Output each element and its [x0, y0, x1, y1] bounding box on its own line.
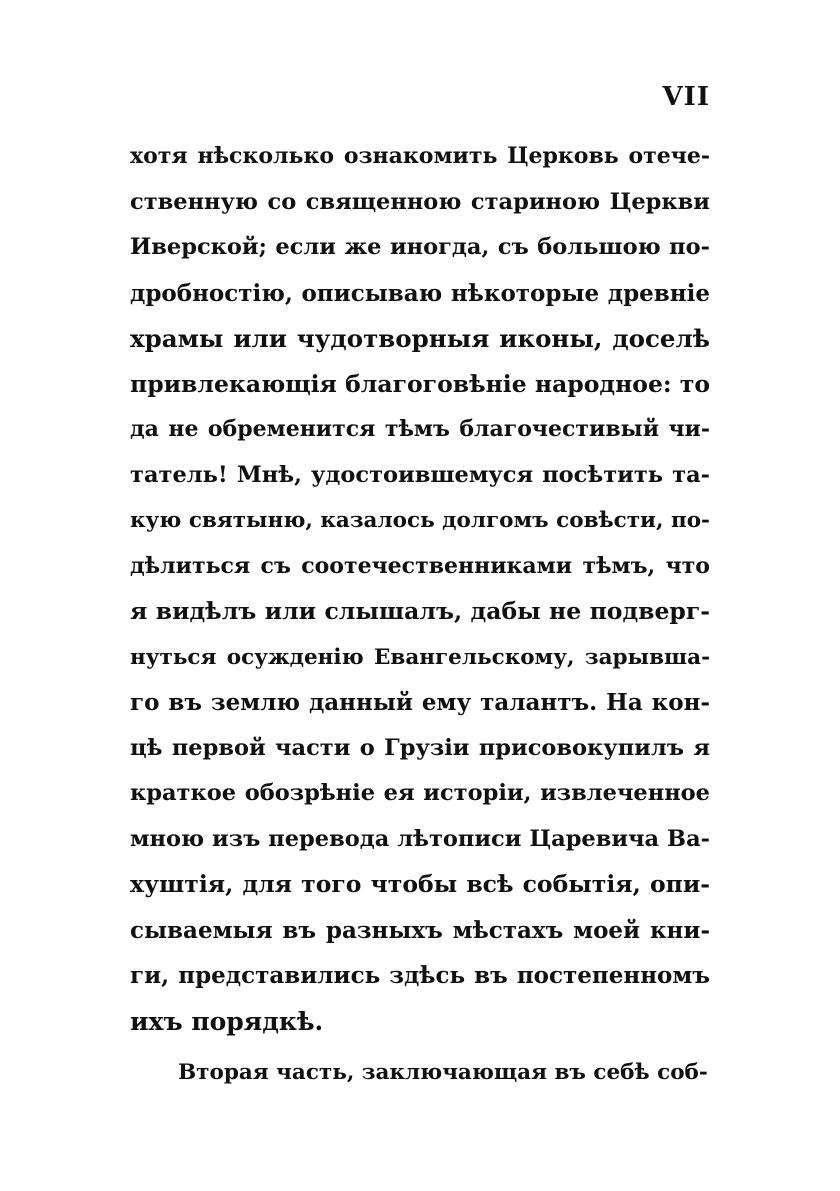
text-line: дѣлиться съ соотечественниками тѣмъ, что: [130, 552, 710, 579]
next-paragraph-line: Вторая часть, заключающая въ себѣ соб-: [178, 1060, 708, 1085]
text-line: кую святыню, казалось долгомъ совѣсти, по-: [130, 508, 710, 533]
text-line: хуштія, для того чтобы всѣ событія, опи-: [130, 870, 710, 898]
body-text: [130, 134, 710, 1096]
text-line: краткое обозрѣніе ея исторіи, извлеченное: [130, 780, 710, 806]
text-line: татель! Мнѣ, удостоившемуся посѣтить та-: [130, 461, 710, 488]
text-line: дробностію, описываю нѣкоторые древніе: [130, 279, 710, 307]
text-line: го въ землю данный ему талантъ. На кон-: [130, 689, 710, 716]
text-line: привлекающія благоговѣніе народное: то: [130, 369, 710, 398]
text-line: я видѣлъ или слышалъ, дабы не подверг-: [130, 597, 710, 625]
text-line: храмы или чудотворныя иконы, доселѣ: [130, 324, 710, 353]
text-line: хотя нѣсколько ознакомить Церковь отече-: [130, 143, 710, 169]
text-line: да не обременится тѣмъ благочестивый чи-: [130, 416, 710, 442]
text-line: нуться осужденію Евангельскому, зарывша-: [130, 644, 710, 670]
text-line: ги, представились здѣсь въ постепенномъ: [130, 962, 710, 989]
text-line: цѣ первой части о Грузіи присовокупилъ я: [130, 734, 710, 761]
text-line: Иверской; если же иногда, съ большою по-: [130, 234, 710, 260]
text-line: сываемыя въ разныхъ мѣстахъ моей кни-: [130, 916, 710, 944]
text-line: мною изъ перевода лѣтописи Царевича Ва-: [130, 825, 710, 852]
text-line: ихъ порядкѣ.: [130, 1006, 324, 1036]
text-line: ственную со священною стариною Церкви: [130, 188, 710, 215]
page-number: VII: [662, 82, 710, 112]
